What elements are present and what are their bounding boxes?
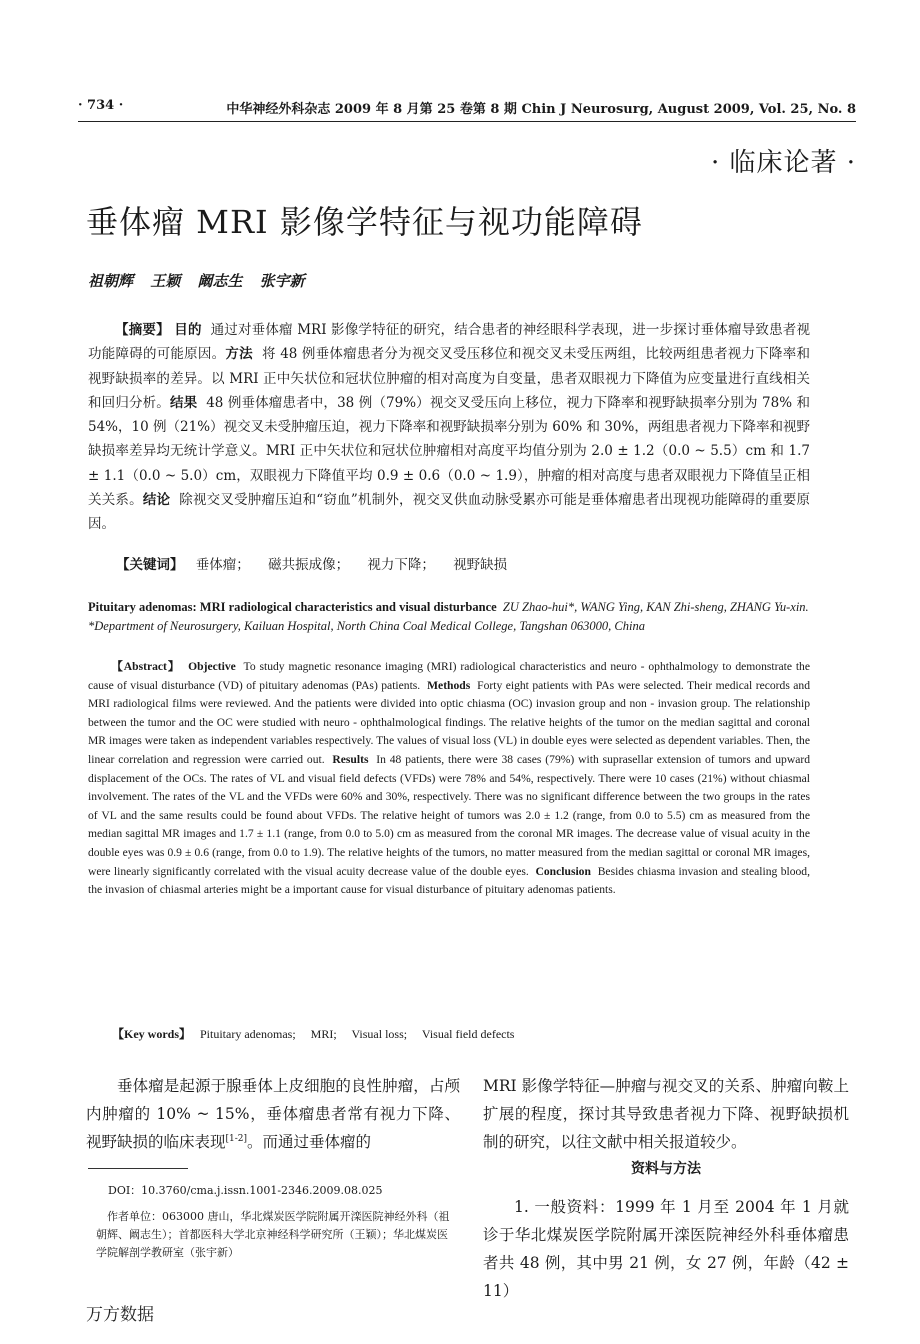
objective-text: 通过对垂体瘤 MRI 影像学特征的研究，结合患者的神经眼科学表现，进一步探讨垂体瘤导致患者视功能障碍的可能原因。: [88, 322, 811, 363]
methods-en-text: Forty eight patients with PAs were selected. Their medical records and MRI radiological films were reviewed. And the patients were divided into optic chiasma (OC) invasion group and non - invasion group. The relationship between the tumor and the OC were studied with neuro - ophthalmological findings. The relative heights of the tumor on the median sagittal and coronal MR images were taken as independent variables respectively. The values of visual loss (VL) in double eyes were selected as dependent variables. Then, the linear correlation and regression were carried out.: [88, 678, 811, 766]
source-watermark: 万方数据: [86, 1305, 154, 1325]
keyword-en-item: MRI;: [310, 1027, 337, 1041]
conclusion-text: 除视交叉受肿瘤压迫和“窃血”机制外，视交叉供血动脉受累亦可能是垂体瘤患者出现视功能障碍的重要原因。: [88, 492, 811, 533]
keyword-item: 视野缺损: [453, 557, 508, 573]
section-tag: · 临床论著 ·: [710, 148, 856, 178]
results-label: 结果: [169, 394, 198, 411]
keyword-en-item: Visual loss;: [351, 1027, 408, 1041]
footnote-affiliation: 作者单位：063000 唐山，华北煤炭医学院附属开滦医院神经外科（祖朝辉、阚志生）；首都医科大学北京神经科学研究所（王颖）；华北煤炭医学院解剖学教研室（张宇新）: [96, 1210, 450, 1259]
results-en-label: Results: [332, 752, 369, 766]
body-right-intro: MRI 影像学特征—肿瘤与视交叉的关系、肿瘤向鞍上扩展的程度，探讨其导致患者视力下降、视野缺损机制的研究，以往文献中相关报道较少。: [483, 1077, 849, 1151]
intro-text: 垂体瘤是起源于腺垂体上皮细胞的良性肿瘤，占颅内肿瘤的 10% ~ 15%，垂体瘤患者常有视力下降、视野缺损的临床表现: [86, 1077, 460, 1151]
keyword-en-item: Pituitary adenomas;: [200, 1027, 296, 1041]
keywords-en-label: 【Key words】: [112, 1027, 191, 1041]
objective-label: 目的: [174, 322, 202, 338]
body-right-methods: 1. 一般资料：1999 年 1 月至 2004 年 1 月就诊于华北煤炭医学院附属开滦医院神经外科垂体瘤患者共 48 例，其中男 21 例，女 27 例，年龄（42 ± 11）: [483, 1198, 849, 1300]
article-title: 垂体瘤 MRI 影像学特征与视功能障碍: [86, 203, 643, 241]
page-number: · 734 ·: [78, 98, 124, 113]
keyword-item: 磁共振成像；: [268, 557, 350, 573]
english-title-block: [88, 598, 810, 635]
abstract-en-label: 【Abstract】: [111, 660, 181, 673]
keyword-en-item: Visual field defects: [421, 1027, 515, 1041]
methods-text: 将 48 例垂体瘤患者分为视交叉受压移位和视交叉未受压两组，比较两组患者视力下降率和视野缺损率的差异。以 MRI 正中矢状位和冠状位肿瘤的相对高度为自变量，患者双眼视力下降值为应变量进行直线相关和回归分析。: [88, 346, 810, 411]
objective-en-label: Objective: [188, 660, 236, 673]
running-header: [78, 98, 856, 118]
results-text: 48 例垂体瘤患者中，38 例（79%）视交叉受压向上移位，视力下降率和视野缺损率分别为 78% 和 54%，10 例（21%）视交叉未受肿瘤压迫，视力下降率和视野缺损率分别为 60% 和 30%，两组患者视力下降率和视野缺损率差异均无统计学意义。MRI 正中矢状位和冠状位肿瘤相对高度平均值分别为 2.0 ± 1.2（0.0 ~ 5.5）cm 和 1.7 ± 1.1（0.0 ~ 5.0）cm，双眼视力下降值平均 0.9 ± 0.6（0.0 ~ 1.9），肿瘤的相对高度与患者双眼视力下降值呈正相关关系。: [88, 394, 811, 509]
footnote-rule: [88, 1168, 188, 1169]
keywords-english: [112, 1025, 526, 1042]
footnote-doi: DOI：10.3760/cma.j.issn.1001-2346.2009.08.025: [108, 1184, 383, 1197]
keyword-item: 视力下降；: [367, 557, 435, 573]
keyword-item: 垂体瘤；: [195, 557, 250, 573]
journal-citation: 中华神经外科杂志 2009 年 8 月第 25 卷第 8 期 Chin J Neurosurg, August 2009, Vol. 25, No. 8: [226, 102, 856, 117]
author-list: 祖朝辉 王颖 阚志生 张宇新: [88, 272, 305, 290]
results-en-text: In 48 patients, there were 38 cases (79%) with suprasellar extension of tumors and upward displacement of the OCs. The rates of VL and visual field defects (VFDs) were 78% and 54%, respectively. There were 10 cases (21%) without chiasmal involvement. The rates of the VL and the VFDs were 60% and 30%, respectively. There was no significant difference between the two groups in the rates of VL and the same results could be found about VFDs. The relative height of tumors was 2.0 ± 1.2 (range, from 0.0 to 5.5) cm as measured from the median sagittal MR images and 1.7 ± 1.1 (range, from 0.0 to 5.0) cm as measured from the coronal MR images. The decrease value of visual acuity in the double eyes was 0.9 ± 0.6 (range, from 0.0 to 1.9). The relative heights of the tumors, no matter measured from the median sagittal or coronal MR images, were linearly significantly correlated with the visual acuity decrease value of the double eyes.: [88, 752, 810, 878]
header-rule: [78, 121, 856, 122]
intro-text-continued: 。而通过垂体瘤的: [247, 1133, 372, 1151]
objective-en-text: To study magnetic resonance imaging (MRI) radiological characteristics and neuro - ophthalmology to demonstrate the cause of visual disturbance (VD) of pituitary adenomas (PAs) patients.: [88, 660, 811, 692]
abstract-english: [88, 658, 810, 900]
body-left-column: [86, 1072, 460, 1156]
english-title: Pituitary adenomas: MRI radiological characteristics and visual disturbance: [88, 600, 497, 614]
conclusion-label: 结论: [142, 492, 171, 509]
keywords-chinese: [116, 553, 521, 573]
section-heading-methods: 资料与方法: [631, 1161, 701, 1177]
methods-label: 方法: [225, 346, 253, 363]
conclusion-en-text: Besides chiasma invasion and stealing blood, the invasion of chiasmal arteries might be a important cause for visual disturbance of pituitary adenomas patients.: [88, 864, 810, 897]
abstract-chinese: [88, 318, 810, 537]
citation-ref: [1-2]: [225, 1133, 248, 1144]
abstract-label: 【摘要】: [115, 322, 170, 338]
conclusion-en-label: Conclusion: [535, 864, 591, 878]
methods-en-label: Methods: [427, 678, 471, 692]
english-authors-affiliation: ZU Zhao-hui*, WANG Ying, KAN Zhi-sheng, ZHANG Yu-xin. *Department of Neurosurgery, Kailuan Hospital, North China Coal Medical College, Tangshan 063000, China: [88, 600, 809, 633]
keywords-label: 【关键词】: [116, 557, 184, 573]
